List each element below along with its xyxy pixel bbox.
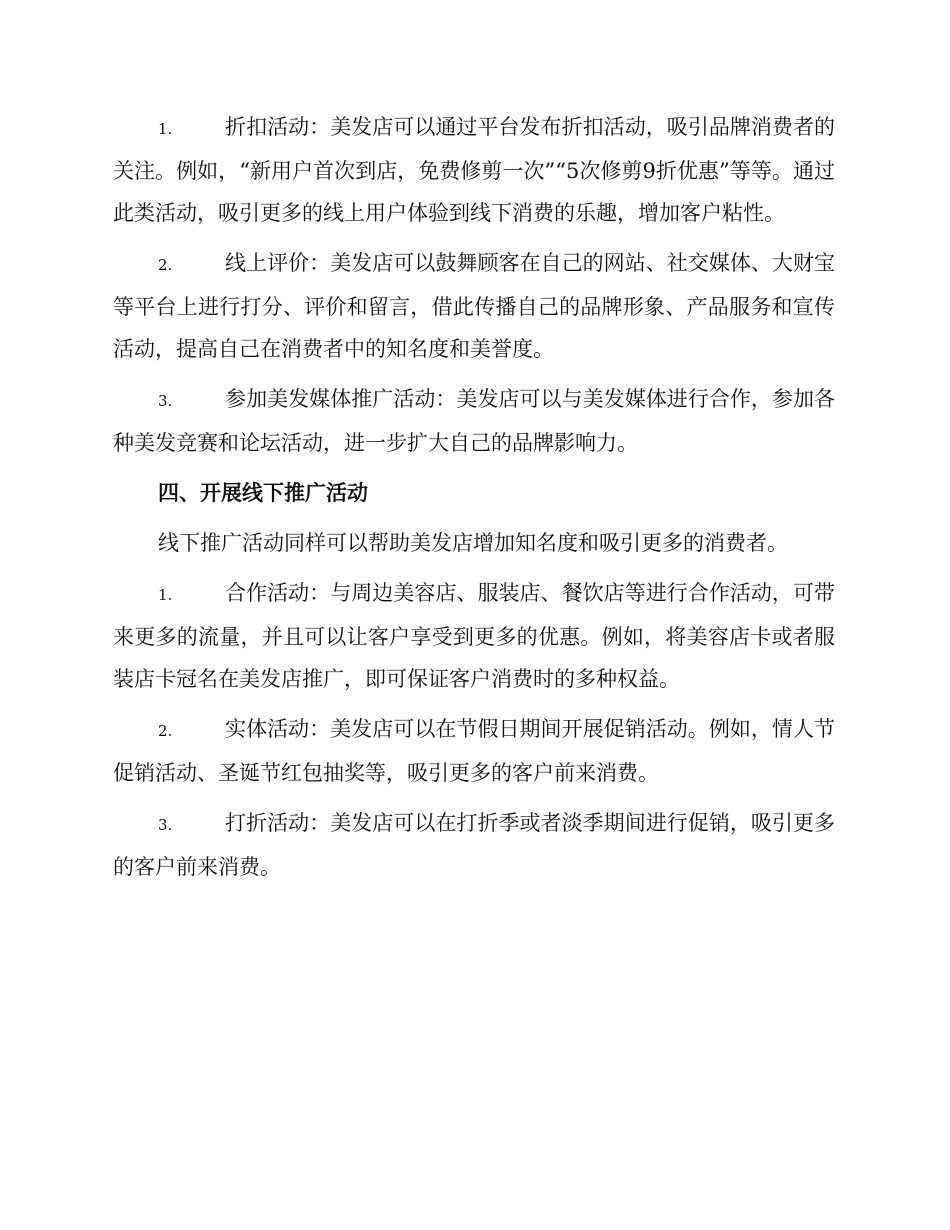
section-heading: 四、开展线下推广活动 bbox=[158, 480, 368, 505]
section-intro: 线下推广活动同样可以帮助美发店增加知名度和吸引更多的消费者。 bbox=[158, 531, 788, 555]
list-number: 2. bbox=[158, 256, 173, 274]
list-item-text: 打折活动：美发店可以在打折季或者淡季期间进行促销，吸引更多的客户前来消费。 bbox=[113, 811, 835, 879]
list-item-text: 实体活动：美发店可以在节假日期间开展促销活动。例如，情人节促销活动、圣诞节红包抽奖等，吸引更多的客户前来消费。 bbox=[113, 717, 835, 785]
list-item bbox=[113, 802, 835, 888]
list-item-text: 折扣活动：美发店可以通过平台发布折扣活动，吸引品牌消费者的关注。例如，“新用户首次到店，免费修剪一次”“5次修剪9折优惠”等等。通过此类活动，吸引更多的线上用户体验到线下消费的乐趣，增加客户粘性。 bbox=[113, 115, 835, 225]
list-number: 1. bbox=[158, 120, 173, 138]
list-number: 3. bbox=[158, 392, 173, 410]
list-item bbox=[113, 572, 835, 700]
list-item bbox=[113, 242, 835, 370]
list-item bbox=[113, 378, 835, 464]
list-item-text: 线上评价：美发店可以鼓舞顾客在自己的网站、社交媒体、大财宝等平台上进行打分、评价和留言，借此传播自己的品牌形象、产品服务和宣传活动，提高自己在消费者中的知名度和美誉度。 bbox=[113, 251, 835, 361]
list-number: 1. bbox=[158, 586, 173, 604]
list-number: 3. bbox=[158, 816, 173, 834]
list-item-text: 合作活动：与周边美容店、服装店、餐饮店等进行合作活动，可带来更多的流量，并且可以让客户享受到更多的优惠。例如，将美容店卡或者服装店卡冠名在美发店推广，即可保证客户消费时的多种权益。 bbox=[113, 581, 835, 691]
document-page bbox=[113, 106, 835, 888]
list-item-text: 参加美发媒体推广活动：美发店可以与美发媒体进行合作，参加各种美发竞赛和论坛活动，进一步扩大自己的品牌影响力。 bbox=[113, 387, 835, 455]
list-item bbox=[113, 106, 835, 234]
list-number: 2. bbox=[158, 722, 173, 740]
list-item bbox=[113, 708, 835, 794]
